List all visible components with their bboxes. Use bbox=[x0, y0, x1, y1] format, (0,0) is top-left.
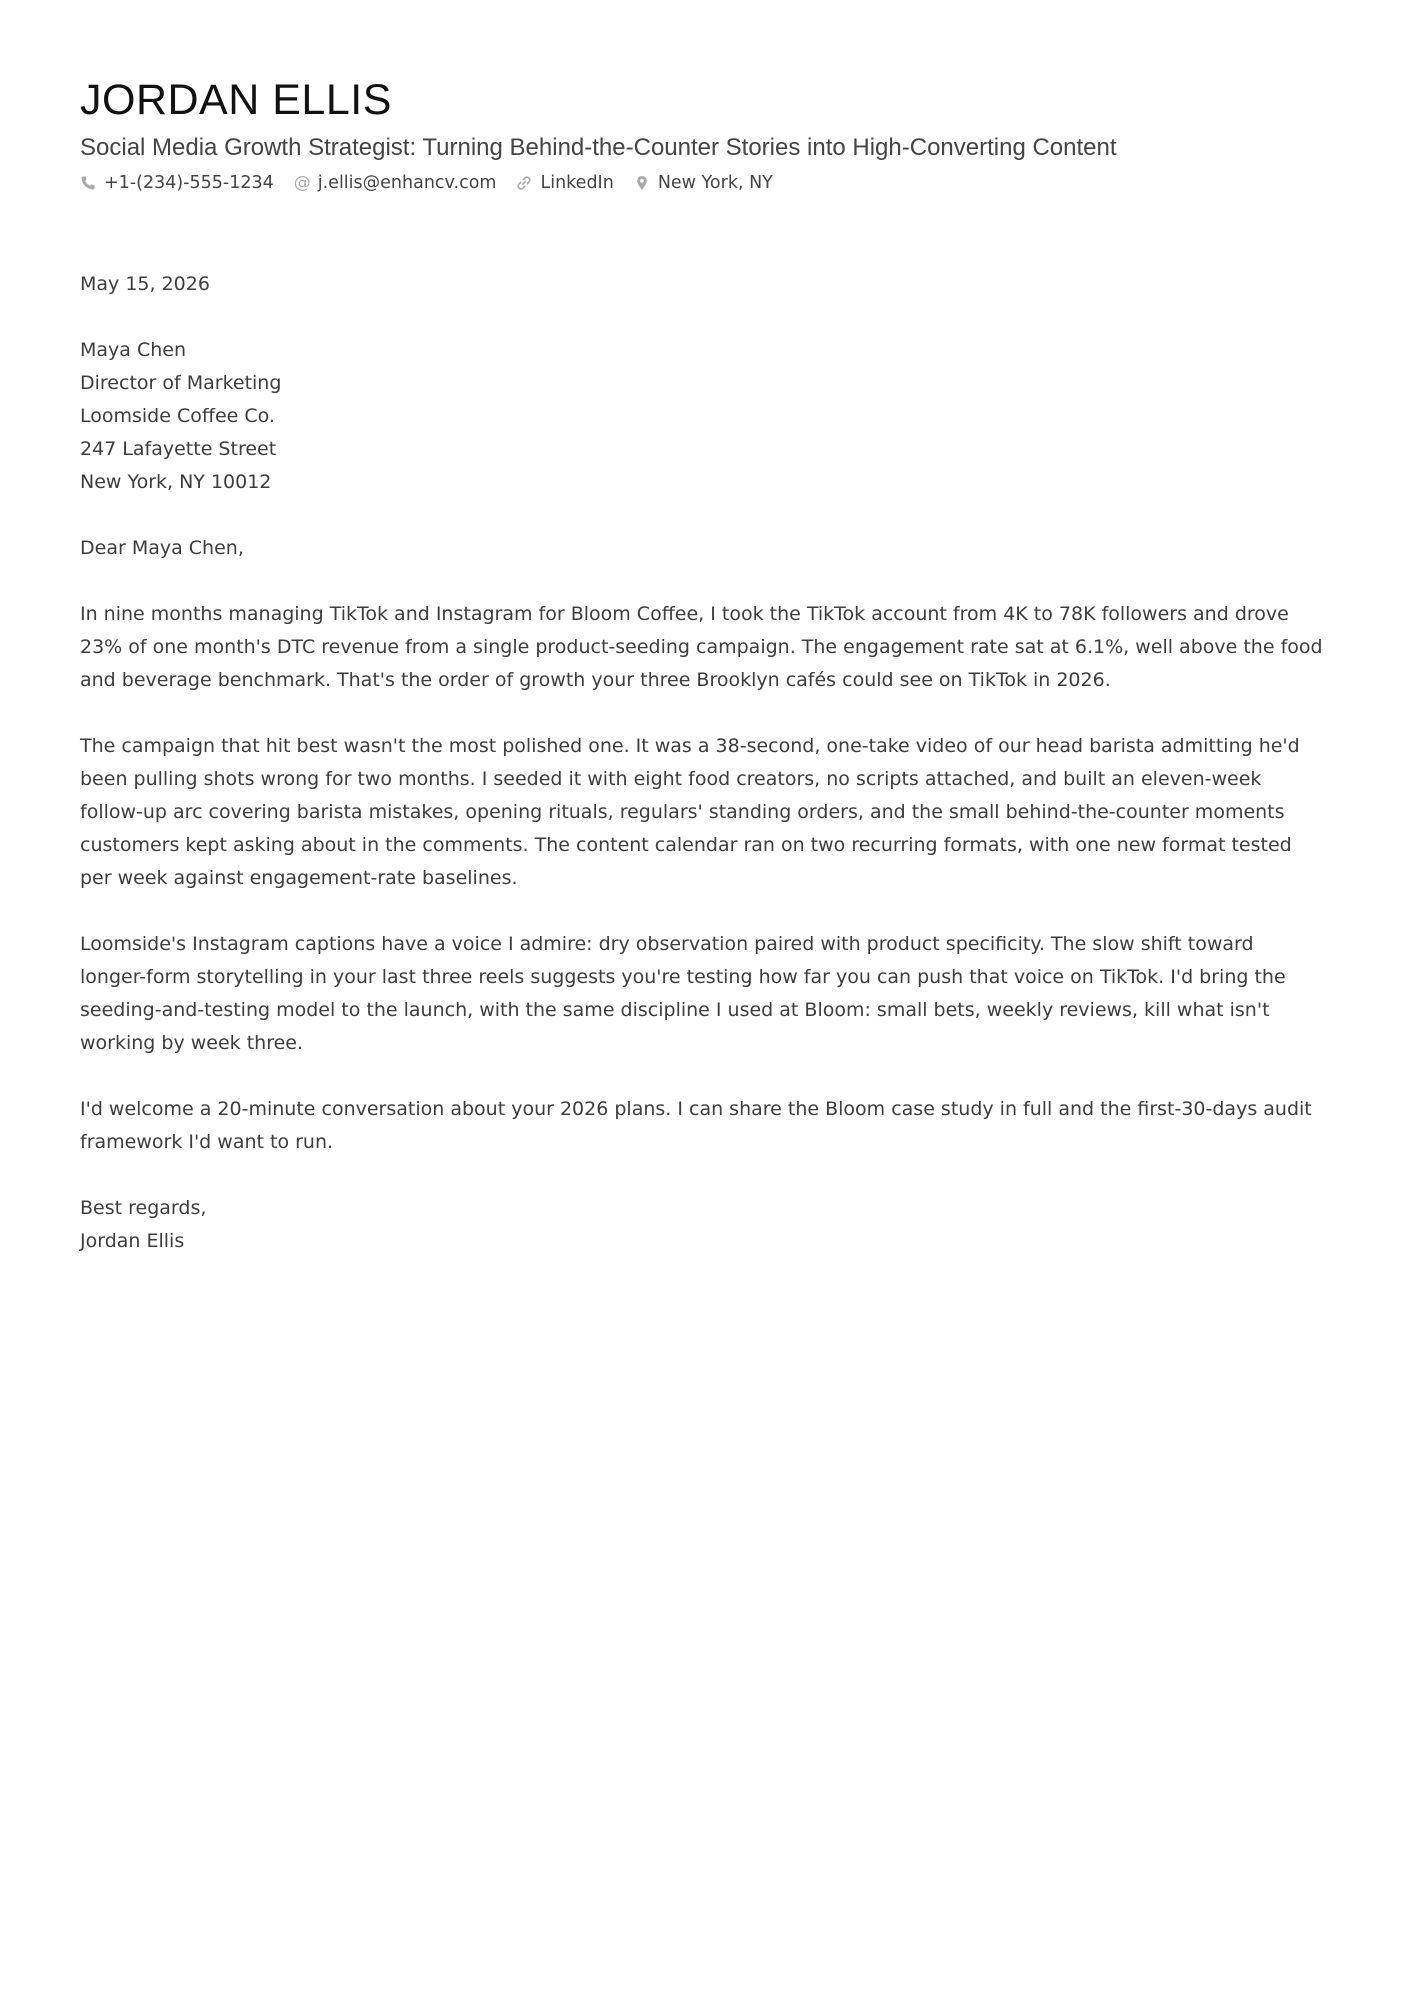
location-pin-icon bbox=[634, 175, 650, 191]
body-paragraph: Loomside's Instagram captions have a voice I admire: dry observation paired with product specificity. The slow shift toward longer-form storytelling in your last three reels suggests you're testing how far you can push that voice on TikTok. I'd bring the seeding-and-testing model to the launch, with the same discipline I used at Bloom: small bets, weekly reviews, kill what isn't working by week three. bbox=[80, 933, 1286, 1054]
at-icon: @ bbox=[293, 173, 311, 193]
applicant-name: JORDAN ELLIS bbox=[80, 76, 392, 124]
link-icon bbox=[516, 175, 532, 191]
recipient-block bbox=[80, 334, 1330, 499]
phone-icon bbox=[80, 175, 96, 191]
recipient-name: Maya Chen bbox=[80, 339, 187, 361]
closing-phrase: Best regards, bbox=[80, 1197, 207, 1219]
body-paragraph: The campaign that hit best wasn't the most polished one. It was a 38-second, one-take video of our head barista admitting he'd been pulling shots wrong for two months. I seeded it with eight food creators, no scripts attached, and built an eleven-week follow-up arc covering barista mistakes, opening rituals, regulars' standing orders, and the small behind-the-counter moments customers kept asking about in the comments. The content calendar ran on two recurring formats, with one new format tested per week against engagement-rate baselines. bbox=[80, 735, 1300, 889]
contact-linkedin[interactable] bbox=[516, 170, 613, 196]
letter-header bbox=[80, 72, 1330, 196]
contact-email[interactable] bbox=[294, 170, 497, 196]
body-paragraph: I'd welcome a 20-minute conversation about your 2026 plans. I can share the Bloom case study in full and the first-30-days audit framework I'd want to run. bbox=[80, 1098, 1312, 1153]
recipient-title: Director of Marketing bbox=[80, 372, 282, 394]
closing-block bbox=[80, 1192, 1330, 1258]
contact-phone bbox=[80, 170, 274, 196]
applicant-headline: Social Media Growth Strategist: Turning Behind-the-Counter Stories into High-Converting Content bbox=[80, 134, 1117, 161]
cover-letter-page bbox=[80, 72, 1330, 1258]
contact-bar bbox=[80, 170, 1330, 196]
signature-name: Jordan Ellis bbox=[80, 1230, 185, 1252]
recipient-city: New York, NY 10012 bbox=[80, 471, 272, 493]
contact-email-text[interactable]: j.ellis@enhancv.com bbox=[317, 173, 497, 193]
contact-linkedin-text[interactable]: LinkedIn bbox=[540, 173, 614, 193]
letter-body bbox=[80, 268, 1330, 1258]
body-paragraph: In nine months managing TikTok and Instagram for Bloom Coffee, I took the TikTok account from 4K to 78K followers and drove 23% of one month's DTC revenue from a single product-seeding campaign. The engagement rate sat at 6.1%, well above the food and beverage benchmark. That's the order of growth your three Brooklyn cafés could see on TikTok in 2026. bbox=[80, 603, 1323, 691]
letter-date: May 15, 2026 bbox=[80, 273, 210, 295]
contact-location-text: New York, NY bbox=[657, 173, 773, 193]
recipient-company: Loomside Coffee Co. bbox=[80, 405, 275, 427]
recipient-street: 247 Lafayette Street bbox=[80, 438, 277, 460]
letter-greeting: Dear Maya Chen, bbox=[80, 537, 244, 559]
contact-location bbox=[634, 170, 773, 196]
contact-phone-text: +1-(234)-555-1234 bbox=[104, 173, 274, 193]
